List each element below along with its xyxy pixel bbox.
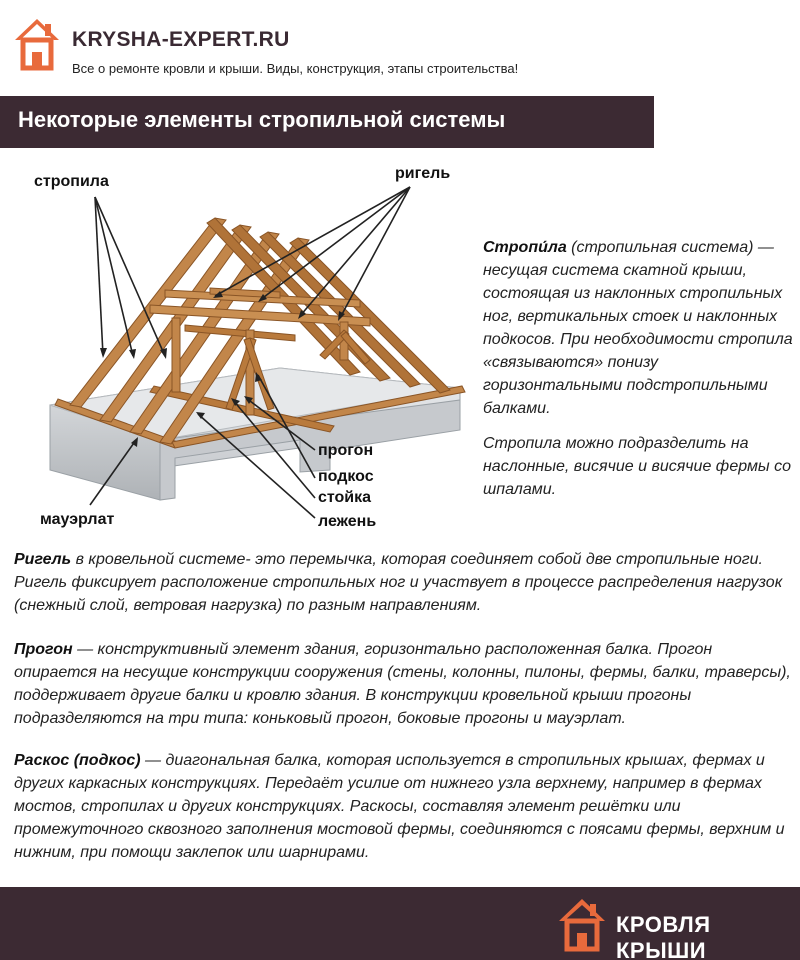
label-progon: прогон (318, 442, 374, 459)
rigel-description: в кровельной системе- это перемычка, которая соединяет собой две стропильные ноги. Ригель фиксирует расположение стропильных ног и участвует в процессе распределения нагрузок (снежный слой, ветровая нагрузка) по разным направлениям. (14, 551, 783, 614)
raskos-description: — диагональная балка, которая используется в стропильных крышах, фермах и других каркасных конструкциях. Передаёт усилие от нижнего узла верхнему, например в фермах мостов, стропилах и других конструкциях. Раскосы, составляя элемент решётки или промежуточного сквозного заполнения мостовой фермы, соединяются с поясами фермы, верхним и нижним, при помощи заклепок или шарнирами. (14, 752, 785, 861)
page-title: Некоторые элементы стропильной системы (18, 107, 506, 132)
label-stoyka: стойка (318, 489, 372, 506)
concrete-slab (50, 368, 460, 500)
rafter-illustration (0, 150, 480, 545)
term-raskos: Раскос (подкос) (14, 752, 141, 769)
footer-brand[interactable] (616, 912, 800, 960)
rafters-types-paragraph: Стропила можно подразделить на наслонные, висячие и висячие фермы со шпалами. (483, 435, 792, 498)
label-stropila: стропила (34, 173, 109, 190)
site-tagline: Все о ремонте кровли и крыши. Виды, конструкция, этапы строительства! (72, 61, 519, 76)
footer-brand-part2: КРЫШИ (616, 938, 707, 960)
label-mauerlat: мауэрлат (40, 511, 115, 528)
footer-house-logo-icon[interactable] (556, 896, 608, 952)
rafters-paragraph (483, 236, 795, 420)
term-rigel: Ригель (14, 551, 72, 568)
label-rigel: ригель (395, 165, 451, 182)
rafter-diagram (0, 150, 480, 545)
label-podkos: подкос (318, 468, 374, 485)
label-lezhen: лежень (318, 513, 377, 530)
house-logo-icon[interactable] (12, 16, 62, 72)
footer-brand-part1: КРОВЛЯ (616, 912, 711, 937)
rafters-definition (483, 236, 795, 513)
site-name[interactable]: KRYSHA-EXPERT.RU (72, 28, 290, 51)
title-band (0, 96, 654, 148)
rigel-paragraph (14, 548, 792, 617)
term-stropila: Стропи́ла (483, 239, 567, 256)
progon-paragraph (14, 638, 792, 730)
site-header (0, 0, 800, 96)
rafters-description: (стропильная система) — несущая система скатной крыши, состоящая из наклонных стропильных ног, вертикальных стоек и наклонных подкосов. При необходимости стропила «связываются» понизу горизонтальными подстропильными балками. (483, 239, 793, 417)
term-progon: Прогон (14, 641, 73, 658)
progon-description: — конструктивный элемент здания, горизонтально расположенная балка. Прогон опирается на несущие конструкции сооружения (стены, колонны, пилоны, фермы, балки, траверсы), поддерживает другие балки и кровлю здания. В конструкции кровельной крыши прогоны подразделяются на три типа: коньковый прогон, боковые прогоны и мауэрлат. (14, 641, 791, 727)
raskos-paragraph (14, 749, 792, 864)
